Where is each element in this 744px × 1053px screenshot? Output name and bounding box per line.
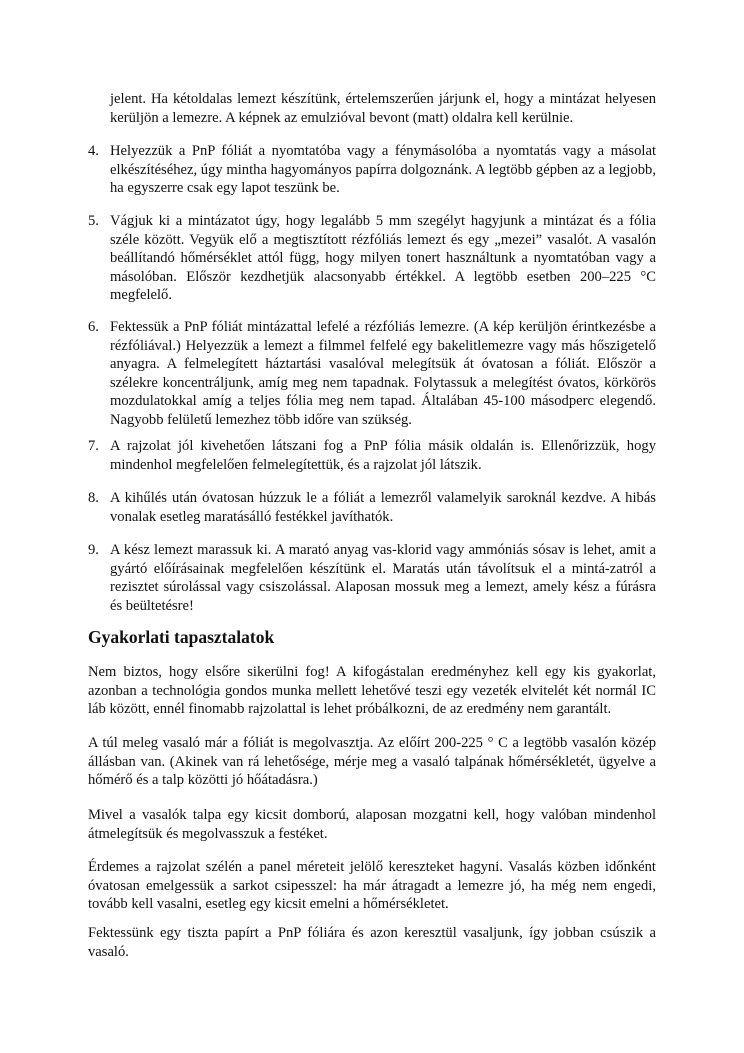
list-item-8	[88, 489, 656, 541]
section-heading: Gyakorlati tapasztalatok	[88, 627, 275, 647]
list-item-text: Helyezzük a PnP fóliát a nyomtatóba vagy a fénymásolóba a nyomtatás vagy a másolat elkészítéséhez, úgy mintha hagyományos papírra dolgoznánk. A legtöbb gépben az a legjobb, ha egyszerre csak egy lapot teszünk be.	[110, 143, 656, 197]
list-item-text: A kész lemezt marassuk ki. A marató anyag vas-klorid vagy ammóniás sósav is lehet, amit a gyártó előírásainak megfelelően készítünk el. Maratás után távolítsuk el a mintá-zatról a rezisztet súrolással vagy csiszolással. Alaposan mossuk meg a lemezt, amely kész a fúrásra és beültetésre!	[110, 542, 656, 614]
list-number: 5.	[88, 213, 99, 229]
list-item-5	[88, 212, 656, 320]
list-number: 4.	[88, 143, 99, 159]
paragraph-2: A túl meleg vasaló már a fóliát is megolvasztja. Az előírt 200-225 ° C a legtöbb vasalón közép állásban van. (Akinek van rá lehetősége, mérje meg a vasaló talpának hőmérsékletét, ügyelve a hőmérő és a talp közötti jó hőátadásra.)	[88, 735, 656, 789]
list-number: 7.	[88, 438, 99, 454]
list-item-text: A kihűlés után óvatosan húzzuk le a fóliát a lemezről valamelyik saroknál kezdve. A hibás vonalak esetleg maratásálló festékkel javíthatók.	[110, 490, 656, 525]
list-number: 8.	[88, 490, 99, 506]
list-number: 9.	[88, 542, 99, 558]
list-item-text: Vágjuk ki a mintázatot úgy, hogy legalább 5 mm szegélyt hagyjunk a mintázat és a fólia széle között. Vegyük elő a megtisztított rézfóliás lemezt és egy „mezei” vasalót. A vasalón beállítandó hőmérséklet attól függ, hogy milyen tonert használtunk a nyomtatóban vagy a másolóban. Először kezdhetjük alacsonyabb értékkel. A legtöbb esetben 200–225 °C megfelelő.	[110, 213, 656, 304]
paragraph-1: Nem biztos, hogy elsőre sikerülni fog! A kifogástalan eredményhez kell egy kis gyakorlat, azonban a technológia gondos munka mellett lehetővé teszi egy vezeték elvitelét két normál IC láb között, ennél finomabb rajzolattal is lehet próbálkozni, de az eredmény nem garantált.	[88, 664, 656, 718]
list-item-9	[88, 541, 656, 630]
list-item-text: Fektessük a PnP fóliát mintázattal lefelé a rézfóliás lemezre. (A kép kerüljön érintkezésbe a rézfóliával.) Helyezzük a lemezt a filmmel felfelé egy bakelitlemezre vagy más hőszigetelő anyagra. A felmelegített háztartási vasalóval melegítsük át óvatosan a fóliát. Először a szélekre koncentráljunk, amíg meg nem tapadnak. Folytassuk a melegítést óvatos, körkörös mozdulatokkal amíg a teljes fólia meg nem tapad. Általában 45-100 másodperc elegendő. Nagyobb felületű lemezhez több időre van szükség.	[110, 319, 656, 428]
list-item-4	[88, 142, 656, 212]
list-item-text: A rajzolat jól kivehetően látszani fog a PnP fólia másik oldalán is. Ellenőrizzük, hogy mindenhol megfelelően felmelegítettük, és a rajzolat jól látszik.	[110, 438, 656, 473]
list-item-6	[88, 318, 656, 444]
list-item-7	[88, 437, 656, 489]
list-number: 6.	[88, 319, 99, 335]
paragraph-3: Mivel a vasalók talpa egy kicsit domború, alaposan mozgatni kell, hogy valóban mindenhol átmelegítsük és megolvasszuk a festéket.	[88, 807, 656, 842]
paragraph-4: Érdemes a rajzolat szélén a panel méreteit jelölő kereszteket hagyni. Vasalás közben időnként óvatosan emelgessük a sarkot csipesszel: ha már átragadt a lemezre jó, ha még nem engedi, tovább kell vasalni, esetleg egy kicsit emelni a hőmérsékletet.	[88, 859, 656, 913]
paragraph-5: Fektessünk egy tiszta papírt a PnP fóliára és azon keresztül vasaljunk, így jobban csúszik a vasaló.	[88, 925, 656, 960]
continuation-paragraph: jelent. Ha kétoldalas lemezt készítünk, értelemszerűen járjunk el, hogy a mintázat helyesen kerüljön a lemezre. A képnek az emulzióval bevont (matt) oldalra kell kerülnie.	[110, 91, 656, 126]
